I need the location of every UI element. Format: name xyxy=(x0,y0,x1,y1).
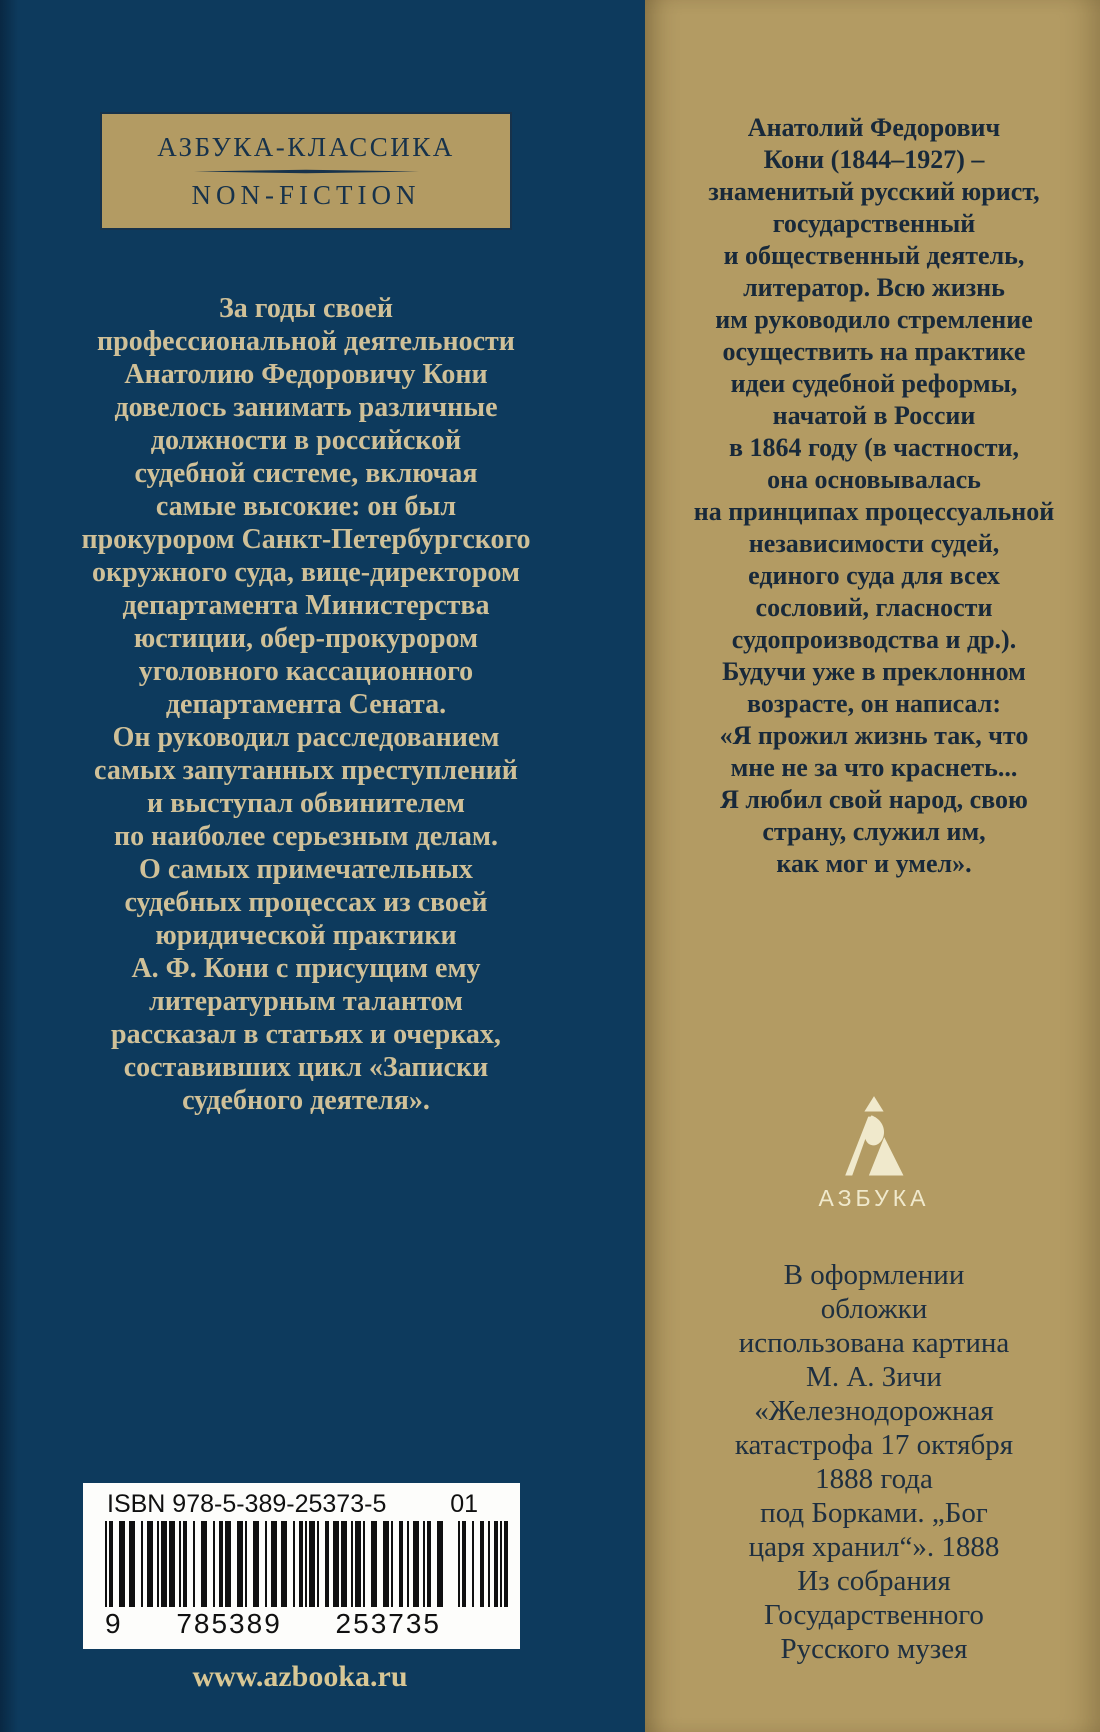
barcode-addon-label: 01 xyxy=(450,1490,478,1518)
bio-line: осуществить на практике xyxy=(722,337,1026,366)
annotation-line: самых запутанных преступлений xyxy=(94,755,518,786)
cover-art-credit xyxy=(648,1258,1100,1666)
bio-line: она основывалась xyxy=(767,465,981,494)
annotation-line: литературным талантом xyxy=(148,986,463,1017)
bio-line: на принципах процессуальной xyxy=(693,497,1055,526)
bio-line: сословий, гласности xyxy=(755,593,993,622)
bio-line: и общественный деятель, xyxy=(723,241,1025,270)
series-badge xyxy=(100,112,512,230)
isbn-row xyxy=(83,1483,520,1521)
publisher-name: АЗБУКА xyxy=(818,1185,930,1211)
annotation-line: судебных процессах из своей xyxy=(124,887,488,918)
bio-line: им руководило стремление xyxy=(715,305,1033,334)
bio-line: возрасте, он написал: xyxy=(746,689,1002,718)
annotation-line: Он руководил расследованием xyxy=(112,722,500,753)
bio-line: в 1864 году (в частности, xyxy=(728,433,1020,462)
ean-digit-group1: 785389 xyxy=(176,1608,282,1639)
bio-line: страну, служил им, xyxy=(762,817,986,846)
bio-line: «Я прожил жизнь так, что xyxy=(719,721,1029,750)
annotation-line: составивших цикл «Записки xyxy=(123,1052,489,1083)
annotation-line: А. Ф. Кони с присущим ему xyxy=(131,953,481,984)
bio-line: литератор. Всю жизнь xyxy=(743,273,1005,302)
bio-line: судопроизводства и др.). xyxy=(731,625,1017,654)
bio-line: как мог и умел». xyxy=(776,849,972,878)
bio-line: знаменитый русский юрист, xyxy=(708,177,1040,206)
credit-line: «Железнодорожная xyxy=(754,1395,994,1427)
bio-line: Я любил свой народ, свою xyxy=(720,785,1028,814)
barcode-block xyxy=(83,1483,520,1649)
credit-line: Из собрания xyxy=(797,1565,951,1597)
isbn-number: ISBN 978-5-389-25373-5 xyxy=(107,1490,387,1518)
credit-line: катастрофа 17 октября xyxy=(734,1429,1014,1461)
annotation-line: судебного деятеля». xyxy=(182,1085,430,1116)
annotation-line: по наиболее серьезным делам. xyxy=(114,821,498,852)
annotation-line: юстиции, обер-прокурором xyxy=(133,623,479,654)
bio-line: единого суда для всех xyxy=(748,561,1000,590)
credit-line: Государственного xyxy=(764,1599,984,1631)
barcode-bars-row xyxy=(83,1521,520,1607)
spine-shading xyxy=(0,0,18,1732)
bio-line: идеи судебной реформы, xyxy=(730,369,1018,398)
credit-line: царя хранил“». 1888 xyxy=(748,1531,1000,1563)
annotation-line: департамента Министерства xyxy=(122,590,490,621)
bio-line: независимости судей, xyxy=(748,529,1000,558)
series-title: АЗБУКА-КЛАССИКА xyxy=(157,131,455,162)
annotation-line: профессиональной деятельности xyxy=(97,326,515,357)
bio-line: Анатолий Федорович xyxy=(747,113,1001,142)
credit-line: В оформлении xyxy=(783,1259,965,1291)
credit-line: использована картина xyxy=(738,1327,1010,1359)
annotation-line: должности в российской xyxy=(150,425,462,456)
annotation-line: О самых примечательных xyxy=(139,854,473,885)
annotation-line: рассказал в статьях и очерках, xyxy=(111,1019,501,1050)
addon-barcode xyxy=(458,1521,508,1607)
publisher-logo-block xyxy=(648,1096,1100,1212)
bio-line: мне не за что краснеть... xyxy=(730,753,1018,782)
ean-digit-left: 9 xyxy=(105,1608,123,1639)
ean-digit-group2: 253735 xyxy=(335,1608,441,1639)
credit-line: 1888 года xyxy=(815,1463,933,1495)
azbuka-logo-icon xyxy=(842,1096,906,1182)
annotation-line: Анатолию Федоровичу Кони xyxy=(124,359,488,390)
annotation-line: судебной системе, включая xyxy=(134,458,478,489)
credit-line: под Борками. „Бог xyxy=(760,1497,988,1529)
annotation-line: юридической практики xyxy=(155,920,457,951)
annotation-text xyxy=(20,292,592,1117)
bio-line: государственный xyxy=(772,209,976,238)
author-bio-text xyxy=(648,112,1100,880)
annotation-line: За годы своей xyxy=(219,293,393,324)
credit-line: М. А. Зичи xyxy=(806,1361,942,1393)
annotation-line: департамента Сената. xyxy=(165,689,447,720)
annotation-line: самые высокие: он был xyxy=(155,491,457,522)
bio-line: начатой в России xyxy=(772,401,976,430)
badge-divider-rule xyxy=(194,169,419,174)
credit-line: обложки xyxy=(820,1293,928,1325)
annotation-line: довелось занимать различные xyxy=(114,392,498,423)
publisher-website: www.azbooka.ru xyxy=(192,1660,408,1693)
annotation-line: и выступал обвинителем xyxy=(147,788,465,819)
bio-line: Кони (1844–1927) – xyxy=(763,145,985,174)
series-subtitle: NON-FICTION xyxy=(191,179,421,210)
ean-digits xyxy=(105,1608,441,1640)
bio-line: Будучи уже в преклонном xyxy=(722,657,1026,686)
annotation-line: уголовного кассационного xyxy=(138,656,474,687)
credit-line: Русского музея xyxy=(780,1633,968,1665)
annotation-line: окружного суда, вице-директором xyxy=(92,557,520,588)
annotation-line: прокурором Санкт-Петербургского xyxy=(81,524,531,555)
ean13-barcode xyxy=(105,1521,445,1607)
